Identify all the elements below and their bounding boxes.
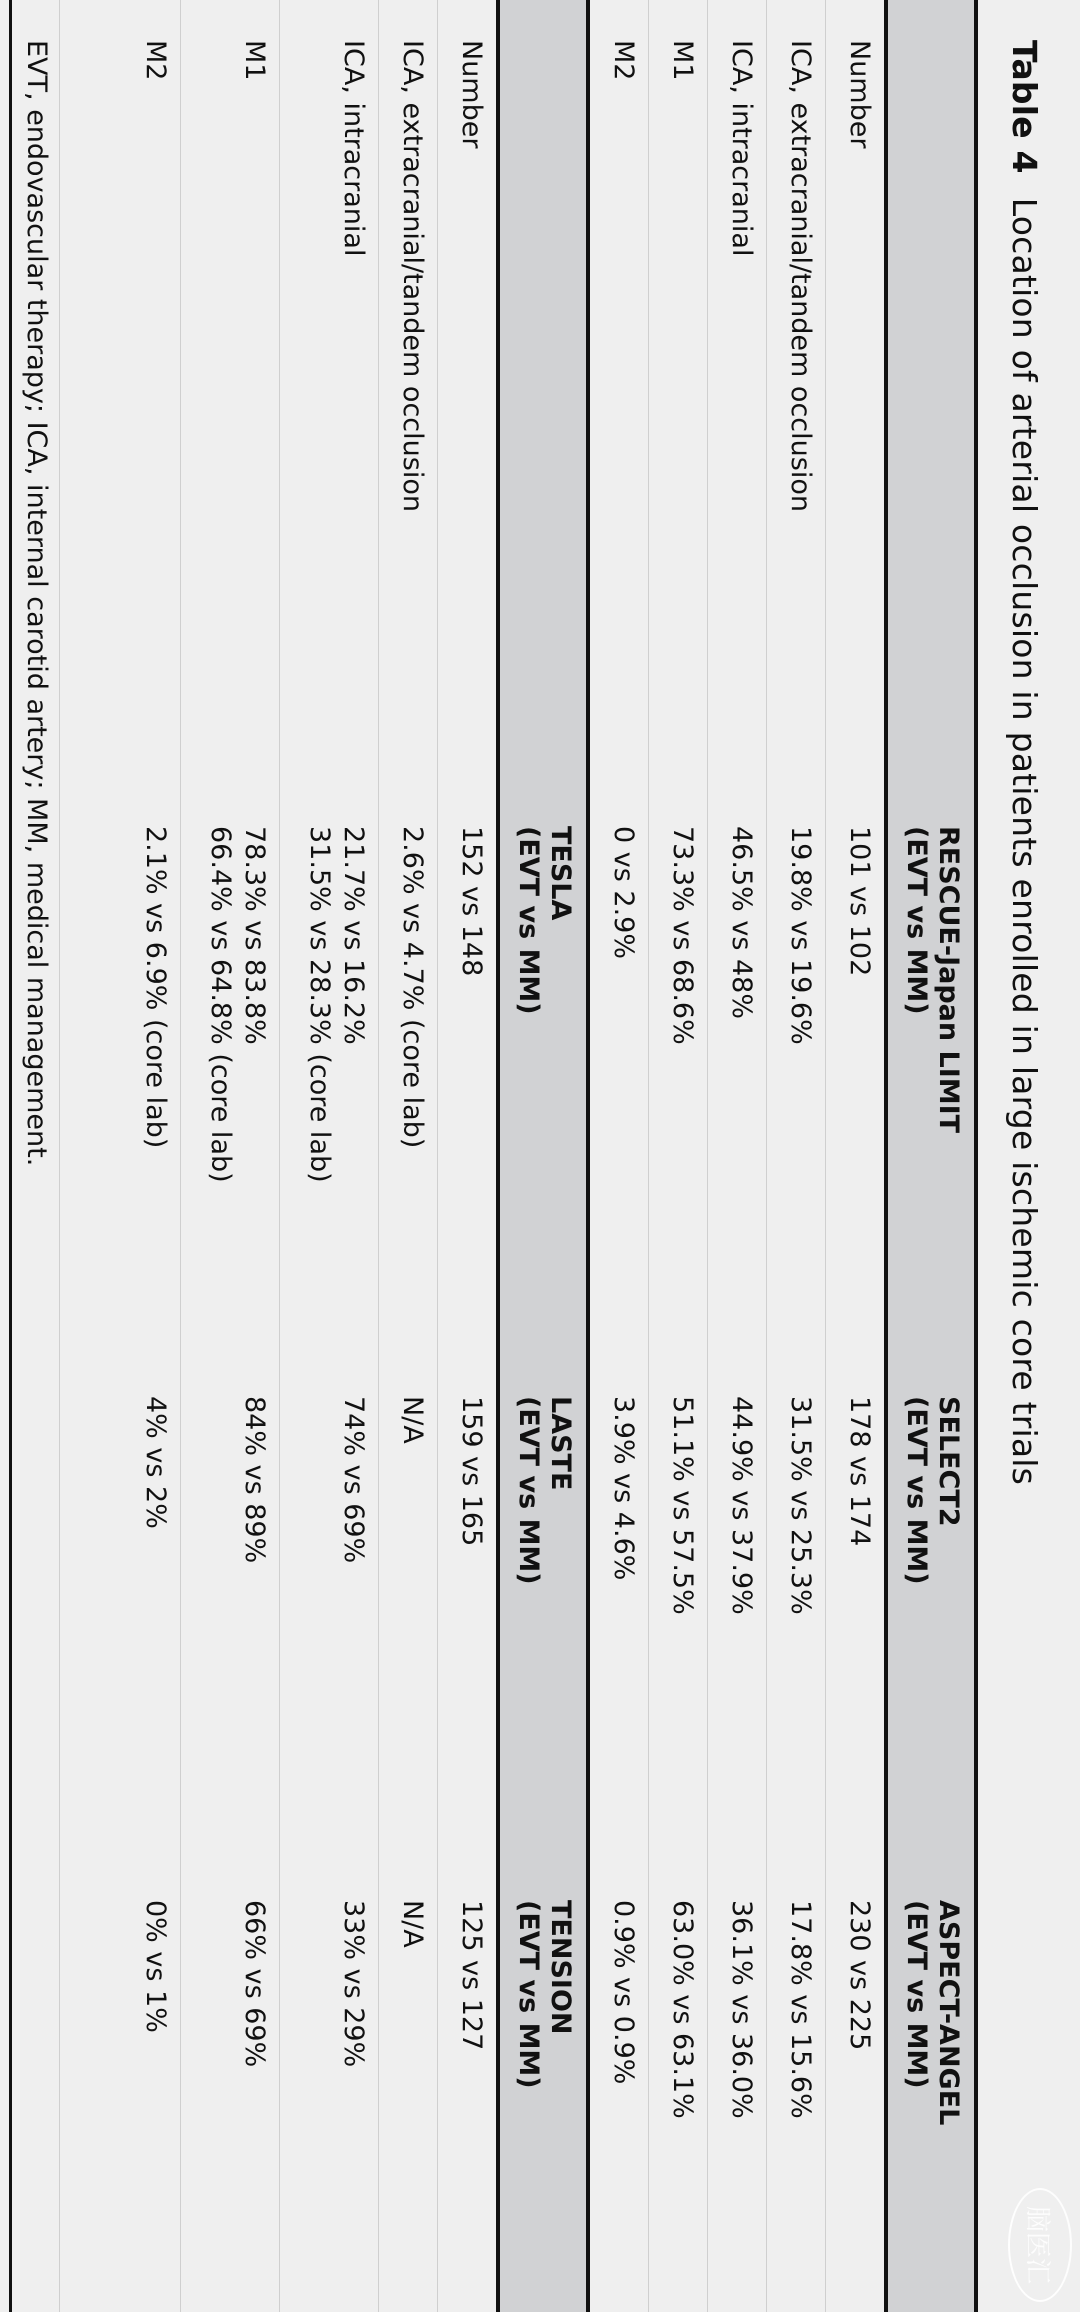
- row-label: Number: [844, 40, 875, 149]
- cell-value: 36.1% vs 36.0%: [726, 1900, 757, 2119]
- cell-value: 101 vs 102: [844, 826, 875, 977]
- cell-value: 3.9% vs 4.6%: [608, 1396, 639, 1581]
- table2-header-col3: [512, 1900, 576, 2089]
- table-row: [437, 0, 496, 2312]
- cell-value: 17.8% vs 15.6%: [785, 1900, 816, 2119]
- cell-value: 46.5% vs 48%: [726, 826, 757, 1019]
- row-label: M2: [140, 40, 171, 81]
- cell-value: 44.9% vs 37.9%: [726, 1396, 757, 1615]
- cell-value: 74% vs 69%: [338, 1396, 369, 1564]
- watermark-text: 脑医汇: [1022, 2205, 1053, 2284]
- header-line1: TESLA: [545, 826, 576, 921]
- table-row: [825, 0, 884, 2312]
- header-line2: (EVT vs MM): [513, 1396, 544, 1585]
- header-line2: (EVT vs MM): [901, 1396, 932, 1585]
- cell-value: 0.9% vs 0.9%: [608, 1900, 639, 2085]
- table2-header: [496, 0, 590, 2312]
- watermark-logo: [1008, 2188, 1072, 2302]
- cell-value: 84% vs 89%: [239, 1396, 270, 1564]
- top-rule: [974, 0, 978, 2312]
- cell-line: 78.3% vs 83.8%: [239, 826, 270, 1045]
- table-row: [648, 0, 707, 2312]
- header-line2: (EVT vs MM): [901, 1900, 932, 2089]
- cell-line-core-lab: 66.4% vs 64.8% (core lab): [205, 826, 236, 1183]
- cell-line: 21.7% vs 16.2%: [338, 826, 369, 1045]
- cell-value: 33% vs 29%: [338, 1900, 369, 2068]
- table1-header: [884, 0, 974, 2312]
- table-footnote: EVT, endovascular therapy; ICA, internal carotid artery; MM, medical management.: [21, 40, 52, 1167]
- header-line1: SELECT2: [933, 1396, 964, 1527]
- cell-value: 31.5% vs 25.3%: [785, 1396, 816, 1615]
- table-row: [707, 0, 766, 2312]
- cell-value: 73.3% vs 68.6%: [667, 826, 698, 1045]
- cell-value: 63.0% vs 63.1%: [667, 1900, 698, 2119]
- table-row: [59, 0, 180, 2312]
- table-row: [378, 0, 437, 2312]
- header-line1: ASPECT-ANGEL: [933, 1900, 964, 2126]
- header-line1: LASTE: [545, 1396, 576, 1491]
- row-label: ICA, intracranial: [338, 40, 369, 257]
- header-line2: (EVT vs MM): [513, 1900, 544, 2089]
- row-label: M2: [608, 40, 639, 81]
- bottom-rule: [9, 0, 12, 2312]
- header-line2: (EVT vs MM): [513, 826, 544, 1015]
- cell-value: 152 vs 148: [456, 826, 487, 977]
- table2-header-col2: [512, 1396, 576, 1585]
- cell-value: 2.1% vs 6.9% (core lab): [140, 826, 171, 1149]
- row-label: M1: [239, 40, 270, 81]
- row-label: Number: [456, 40, 487, 149]
- cell-value: 51.1% vs 57.5%: [667, 1396, 698, 1615]
- cell-value: 178 vs 174: [844, 1396, 875, 1547]
- row-label: M1: [667, 40, 698, 81]
- cell-value: N/A: [397, 1900, 428, 1948]
- row-label: ICA, extracranial/tandem occlusion: [785, 40, 816, 512]
- cell-value-multiline: [302, 826, 370, 1183]
- cell-value: 125 vs 127: [456, 1900, 487, 2051]
- cell-line-core-lab: 31.5% vs 28.3% (core lab): [304, 826, 335, 1183]
- cell-value: 2.6% vs 4.7% (core lab): [397, 826, 428, 1149]
- table-row: [180, 0, 279, 2312]
- table-caption: [1005, 40, 1044, 1485]
- cell-value: 159 vs 165: [456, 1396, 487, 1547]
- cell-value: 66% vs 69%: [239, 1900, 270, 2068]
- row-label: ICA, extracranial/tandem occlusion: [397, 40, 428, 512]
- table2-header-col1: [512, 826, 576, 1015]
- cell-value: 4% vs 2%: [140, 1396, 171, 1529]
- table-title: Location of arterial occlusion in patients enrolled in large ischemic core trials: [1005, 197, 1044, 1486]
- header-line1: RESCUE-Japan LIMIT: [933, 826, 964, 1134]
- cell-value: N/A: [397, 1396, 428, 1444]
- row-label: ICA, intracranial: [726, 40, 757, 257]
- cell-value-multiline: [203, 826, 271, 1183]
- cell-value: 0 vs 2.9%: [608, 826, 639, 959]
- table-row: [279, 0, 378, 2312]
- cell-value: 0% vs 1%: [140, 1900, 171, 2033]
- table1-header-col2: [900, 1396, 964, 1585]
- cell-value: 230 vs 225: [844, 1900, 875, 2051]
- table-row: [766, 0, 825, 2312]
- table1-header-col1: [900, 826, 964, 1133]
- header-line1: TENSION: [545, 1900, 576, 2035]
- table-row: [592, 0, 648, 2312]
- table-label: Table 4: [1005, 40, 1044, 174]
- header-line2: (EVT vs MM): [901, 826, 932, 1015]
- table1-header-col3: [900, 1900, 964, 2125]
- cell-value: 19.8% vs 19.6%: [785, 826, 816, 1045]
